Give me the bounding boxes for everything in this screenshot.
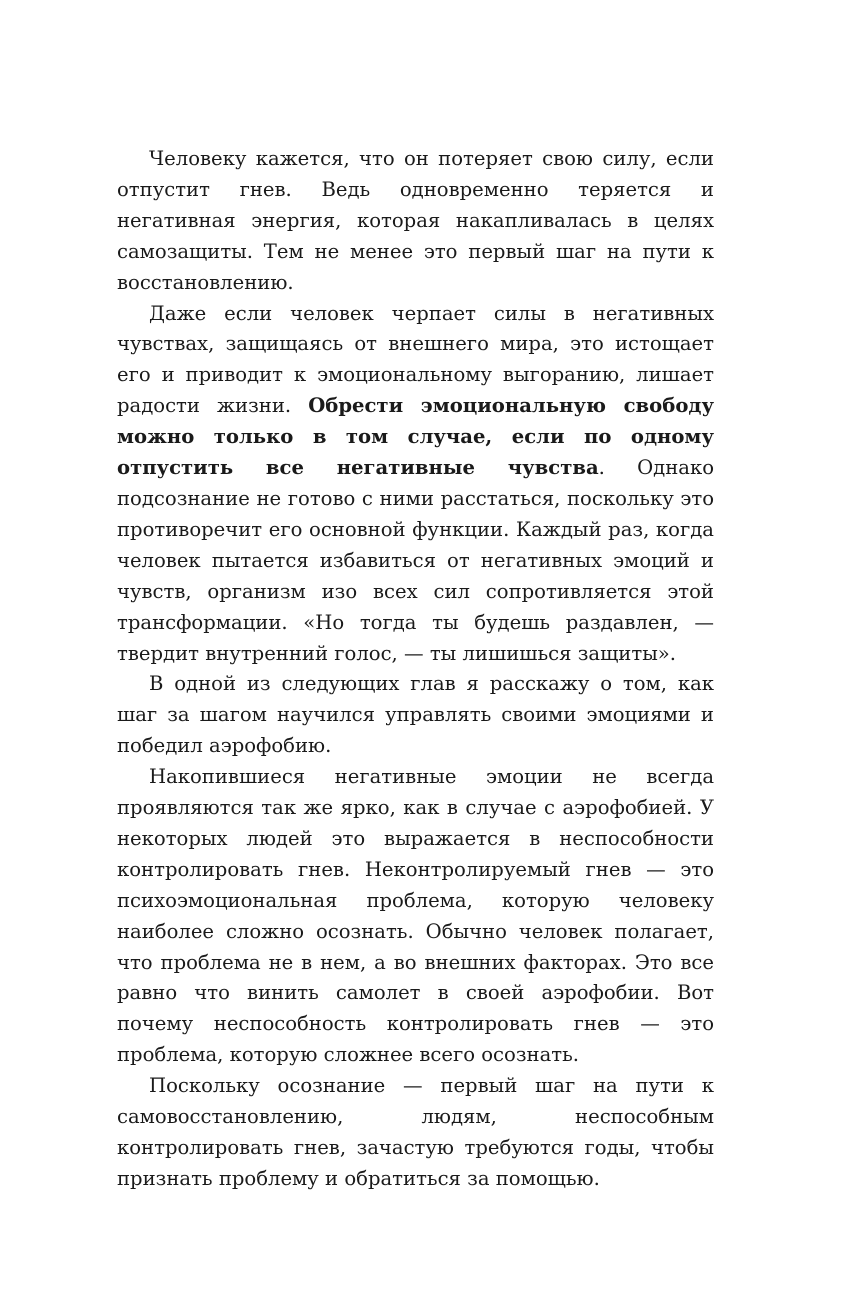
paragraph-2-emphasis: Обрести эмоциональную свободу можно только в том случае, если по одному отпустить все негативные чувства bbox=[117, 394, 714, 480]
paragraph-2-intro: Даже если человек черпает силы в негативных чувствах, защищаясь от внешнего мира, это истощает его и приводит к эмоциональному выгоранию, лишает радости жизни. bbox=[117, 301, 714, 418]
paragraph-3: В одной из следующих глав я расскажу о том, как шаг за шагом научился управлять своими эмоциями и победил аэрофобию. bbox=[117, 672, 714, 758]
paragraph-4: Накопившиеся негативные эмоции не всегда проявляются так же ярко, как в случае с аэрофобией. У некоторых людей это выражается в неспособности контролировать гнев. Неконтролируемый гнев — это психоэмоциональная проблема, которую человеку наиболее сложно осознать. Обычно человек полагает, что проблема не в нем, а во внешних факторах. Это все равно что винить самолет в своей аэрофобии. Вот почему неспособность контролировать гнев — это проблема, которую сложнее всего осознать. bbox=[117, 765, 714, 1067]
book-page-body bbox=[117, 144, 714, 1195]
paragraph-5: Поскольку осознание — первый шаг на пути к самовосстановлению, людям, неспособным контролировать гнев, зачастую требуются годы, чтобы признать проблему и обратиться за помощью. bbox=[117, 1074, 714, 1190]
paragraph-2-rest: . Однако подсознание не готово с ними расстаться, поскольку это противоречит его основной функции. Каждый раз, когда человек пытается избавиться от негативных эмоций и чувств, организм изо всех сил сопротивляется этой трансформации. «Но тогда ты будешь раздавлен, — твердит внутренний голос, — ты лишишься защиты». bbox=[117, 456, 714, 665]
paragraph-1: Человеку кажется, что он потеряет свою силу, если отпустит гнев. Ведь одновременно теряется и негативная энергия, которая накапливалась в целях самозащиты. Тем не менее это первый шаг на пути к восстановлению. bbox=[117, 147, 714, 294]
paragraph-2 bbox=[117, 299, 714, 670]
